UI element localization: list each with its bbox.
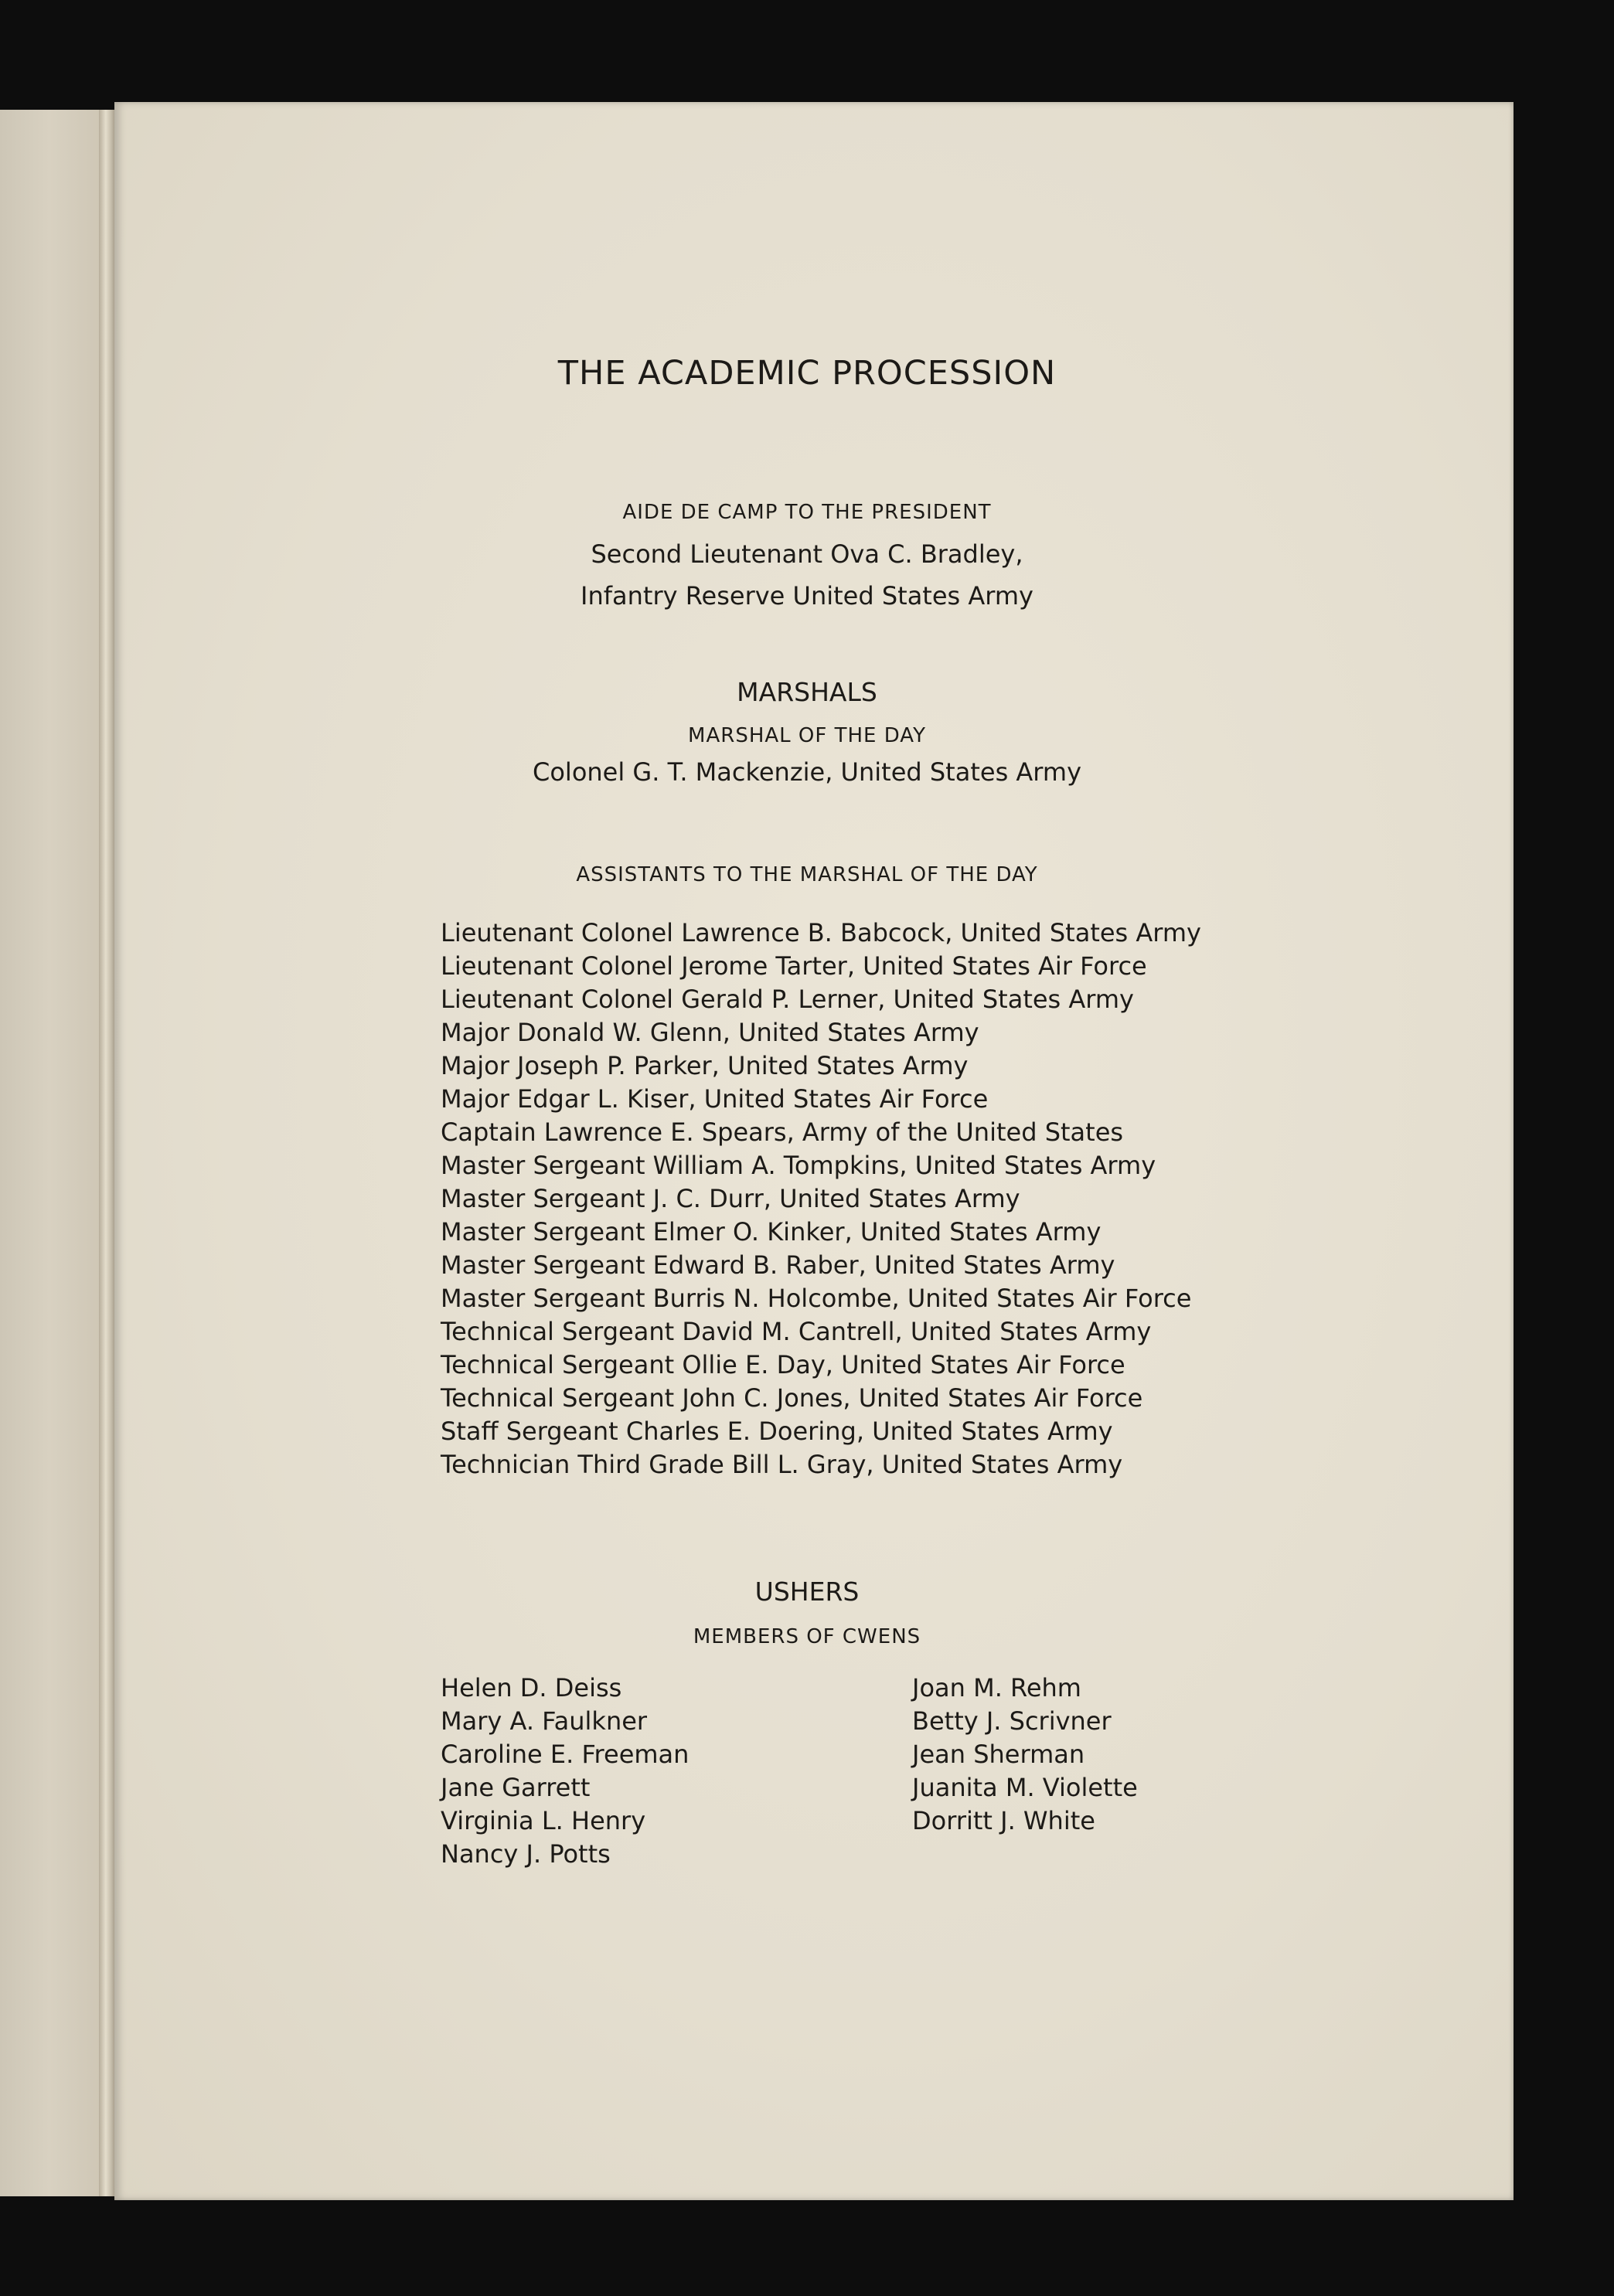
list-item: Joan M. Rehm: [912, 1673, 1081, 1702]
list-item: Nancy J. Potts: [441, 1839, 611, 1869]
list-item: Virginia L. Henry: [441, 1806, 646, 1835]
list-item: Technical Sergeant Ollie E. Day, United States Air Force: [441, 1350, 1125, 1379]
list-item: Master Sergeant J. C. Durr, United States Army: [441, 1184, 1020, 1213]
assistants-list: [441, 917, 1201, 1481]
spine-fold: [99, 110, 116, 2196]
list-item: Helen D. Deiss: [441, 1673, 622, 1702]
ushers-heading: USHERS: [754, 1577, 860, 1607]
list-item: Captain Lawrence E. Spears, Army of the United States: [441, 1117, 1124, 1147]
list-item: Juanita M. Violette: [912, 1773, 1138, 1802]
list-item: Lieutenant Colonel Lawrence B. Babcock, United States Army: [441, 918, 1201, 947]
list-item: Master Sergeant Burris N. Holcombe, United States Air Force: [441, 1284, 1192, 1313]
ushers-left-column: [441, 1672, 689, 1871]
list-item: Lieutenant Colonel Jerome Tarter, United States Air Force: [441, 951, 1147, 981]
ushers-subheading: MEMBERS OF CWENS: [693, 1625, 921, 1648]
list-item: Mary A. Faulkner: [441, 1706, 648, 1736]
marshal-of-day-name: Colonel G. T. Mackenzie, United States Army: [533, 757, 1081, 787]
list-item: Master Sergeant Elmer O. Kinker, United States Army: [441, 1217, 1102, 1247]
assistants-heading: ASSISTANTS TO THE MARSHAL OF THE DAY: [576, 863, 1038, 886]
ushers-right-column: [912, 1672, 1138, 1838]
list-item: Technical Sergeant David M. Cantrell, United States Army: [441, 1317, 1152, 1346]
list-item: Technical Sergeant John C. Jones, United States Air Force: [441, 1383, 1143, 1413]
list-item: Caroline E. Freeman: [441, 1740, 690, 1769]
list-item: Jane Garrett: [441, 1773, 591, 1802]
marshal-of-day-heading: MARSHAL OF THE DAY: [688, 724, 926, 747]
aide-line-2: Infantry Reserve United States Army: [581, 581, 1033, 611]
list-item: Master Sergeant William A. Tompkins, United States Army: [441, 1151, 1156, 1180]
list-item: Major Donald W. Glenn, United States Army: [441, 1018, 979, 1047]
aide-line-1: Second Lieutenant Ova C. Bradley,: [591, 539, 1023, 569]
list-item: Major Edgar L. Kiser, United States Air Force: [441, 1084, 989, 1114]
marshals-heading: MARSHALS: [737, 677, 877, 707]
list-item: Lieutenant Colonel Gerald P. Lerner, United States Army: [441, 985, 1134, 1014]
page-title: THE ACADEMIC PROCESSION: [557, 354, 1057, 393]
list-item: Jean Sherman: [912, 1740, 1085, 1769]
aide-heading: AIDE DE CAMP TO THE PRESIDENT: [622, 501, 992, 524]
list-item: Betty J. Scrivner: [912, 1706, 1112, 1736]
list-item: Major Joseph P. Parker, United States Army: [441, 1051, 969, 1080]
list-item: Dorritt J. White: [912, 1806, 1095, 1835]
list-item: Master Sergeant Edward B. Raber, United States Army: [441, 1250, 1115, 1280]
list-item: Staff Sergeant Charles E. Doering, United States Army: [441, 1417, 1113, 1446]
list-item: Technician Third Grade Bill L. Gray, United States Army: [441, 1450, 1123, 1479]
